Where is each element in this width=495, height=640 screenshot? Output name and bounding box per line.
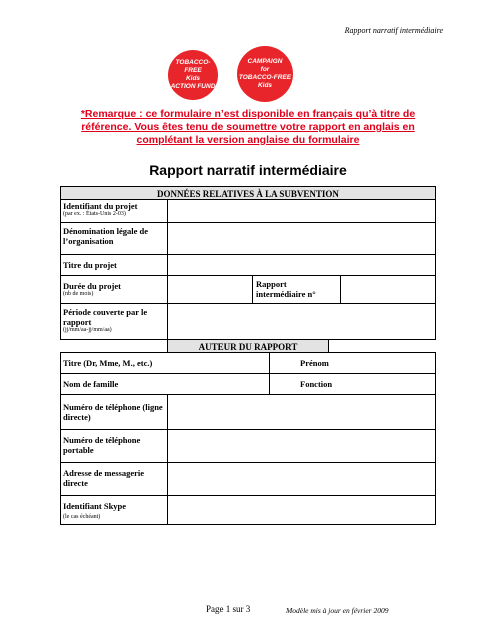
duration-input[interactable] (167, 275, 253, 304)
remark-notice: *Remarque : ce formulaire n’est disponible en français qu’à titre de référence. Vous êtes tenu de soumettre votre rapport en anglais en complétant la version anglaise du formulaire (80, 108, 416, 146)
duration-label: Durée du projet (nb de mois) (63, 281, 167, 298)
report-number-label: Rapport intermédiaire n° (256, 279, 316, 299)
project-id-label: Identifiant du projet (par ex. : États-Unis 2-03) (63, 201, 167, 218)
email-label: Adresse de messagerie directe (63, 468, 145, 488)
skype-label: Identifiant Skype (le cas échéant) (63, 501, 167, 521)
project-title-input[interactable] (167, 254, 436, 276)
last-name-label: Nom de famille (63, 379, 119, 389)
document-header-label: Rapport narratif intermédiaire (344, 26, 443, 35)
page-title: Rapport narratif intermédiaire (149, 162, 347, 178)
phone-mobile-input[interactable] (167, 429, 436, 463)
period-input[interactable] (167, 303, 436, 340)
phone-direct-label: Numéro de téléphone (ligne directe) (63, 402, 163, 422)
job-title-label: Fonction (300, 379, 333, 389)
tobacco-free-kids-action-fund-logo: TOBACCO-FREE Kids ACTION FUND (168, 50, 218, 100)
skype-input[interactable] (167, 495, 436, 525)
project-id-hint: (par ex. : États-Unis 2-03) (63, 211, 126, 217)
project-title-label: Titre du projet (63, 260, 117, 270)
org-name-input[interactable] (167, 222, 436, 255)
template-update-note: Modèle mis à jour en février 2009 (286, 606, 389, 615)
project-id-input[interactable] (167, 199, 436, 223)
period-label: Période couverte par le rapport (jj/mm/aa-jj/mm/aa) (63, 307, 167, 334)
skype-hint: (le cas échéant) (63, 514, 101, 520)
period-hint: (jj/mm/aa-jj/mm/aa) (63, 327, 112, 333)
phone-direct-input[interactable] (167, 394, 436, 430)
org-name-label: Dénomination légale de l’organisation (63, 226, 148, 246)
report-number-input[interactable] (340, 275, 436, 304)
phone-mobile-label: Numéro de téléphone portable (63, 435, 141, 455)
campaign-tobacco-free-kids-logo: CAMPAIGN for TOBACCO-FREE Kids (237, 46, 293, 102)
duration-hint: (nb de mois) (63, 291, 94, 297)
page-number: Page 1 sur 3 (206, 604, 251, 614)
salutation-label: Titre (Dr, Mme, M., etc.) (63, 358, 153, 368)
email-input[interactable] (167, 462, 436, 496)
section-header-author: AUTEUR DU RAPPORT (167, 339, 329, 353)
first-name-label: Prénom (300, 358, 329, 368)
section-header-grant: DONNÉES RELATIVES À LA SUBVENTION (60, 186, 436, 200)
